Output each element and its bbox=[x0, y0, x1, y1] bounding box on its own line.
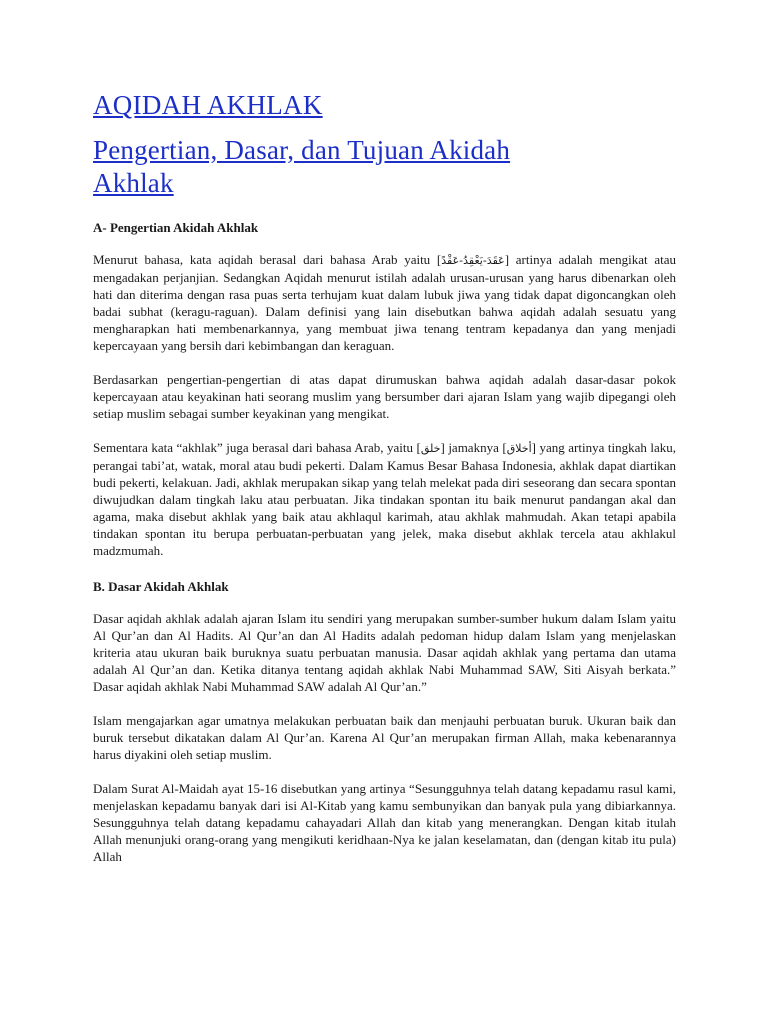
text-segment: Menurut bahasa, kata aqidah berasal dari bahasa Arab yaitu [ bbox=[93, 252, 442, 267]
document-page bbox=[93, 88, 676, 865]
section-b-paragraph-1: Dasar aqidah akhlak adalah ajaran Islam itu sendiri yang merupakan sumber-sumber hukum dalam Islam yaitu Al Qur’an dan Al Hadits. Al Qur’an dan Al Hadits adalah pedoman hidup dalam Islam yang menjelaskan kriteria atau ukuran baik buruknya suatu perbuatan manusia. Dasar aqidah akhlak yang pertama dan utama adalah Al Qur’an dan. Ketika ditanya tentang aqidah akhlak Nabi Muhammad SAW, Siti Aisyah berkata.” Dasar aqidah akhlak Nabi Muhammad SAW adalah Al Qur’an.” bbox=[93, 611, 676, 694]
arabic-term: عَقَدَ-يَعْقِدُ-عَقْدً bbox=[441, 254, 505, 267]
document-subtitle: Pengertian, Dasar, dan Tujuan Akidah Akhlak bbox=[93, 135, 511, 198]
text-segment: ] yang artinya tingkah laku, perangai tabi’at, watak, moral atau budi pekerti. Dalam Kamus Besar Bahasa Indonesia, akhlak dapat diartikan budi pekerti, kelakuan. Jadi, akhlak merupakan sikap yang telah melekat pada diri seseorang dan secara spontan diwujudkan dalam tingkah laku atau perbuatan. Jika tindakan spontan itu baik menurut pandangan akal dan agama, maka disebut akhlak yang baik atau akhlaqul karimah, atau akhlak mahmudah. Akan tetapi apabila tindakan spontan itu berupa perbuatan-perbuatan yang jelek, maka disebut akhlak tercela atau akhlakul madzmumah. bbox=[93, 440, 676, 558]
section-a-paragraph-3 bbox=[93, 439, 676, 559]
section-b-paragraph-2: Islam mengajarkan agar umatnya melakukan perbuatan baik dan menjauhi perbuatan buruk. Ukuran baik dan buruk tersebut dikatakan dalam Al Qur’an. Karena Al Qur’an merupakan firman Allah, maka kebenarannya harus diyakini oleh setiap muslim. bbox=[93, 713, 676, 762]
arabic-term: أخلاق bbox=[506, 442, 532, 455]
document-title: AQIDAH AKHLAK bbox=[93, 90, 323, 120]
section-a-paragraph-1 bbox=[93, 251, 676, 354]
text-segment: ] artinya adalah mengikat atau mengadakan perjanjian. Sedangkan Aqidah menurut istilah adalah urusan-urusan yang harus dibenarkan oleh hati dan diterima dengan rasa puas serta terhujam kuat dalam lubuk jiwa yang tidak dapat digoncangkan oleh badai subhat (keragu-raguan). Dalam definisi yang lain disebutkan bahwa aqidah adalah sesuatu yang mengharapkan hati membenarkannya, yang membuat jiwa tenang tentram kepadanya dan yang menjadi kepercayaan yang bersih dari kebimbangan dan keraguan. bbox=[93, 252, 676, 353]
section-b-heading: B. Dasar Akidah Akhlak bbox=[93, 579, 229, 594]
section-a-heading: A- Pengertian Akidah Akhlak bbox=[93, 220, 259, 235]
arabic-term: خلق bbox=[420, 442, 441, 455]
section-a-paragraph-2: Berdasarkan pengertian-pengertian di atas dapat dirumuskan bahwa aqidah adalah dasar-dasar pokok kepercayaan atau keyakinan hati seorang muslim yang bersumber dari ajaran Islam yang wajib dipegangi oleh setiap muslim sebagai sumber keyakinan yang mengikat. bbox=[93, 372, 676, 421]
text-segment: ] jamaknya [ bbox=[440, 440, 507, 455]
text-segment: Sementara kata “akhlak” juga berasal dari bahasa Arab, yaitu [ bbox=[93, 440, 421, 455]
section-b-paragraph-3: Dalam Surat Al-Maidah ayat 15-16 disebutkan yang artinya “Sesungguhnya telah datang kepadamu rasul kami, menjelaskan kepadamu banyak dari isi Al-Kitab yang kamu sembunyikan dan banyak pula yang dibiarkannya. Sesungguhnya telah datang kepadamu cahayadari Allah dan kitab yang menerangkan. Dengan kitab itulah Allah menunjuki orang-orang yang mengikuti keridhaan-Nya ke jalan keselamatan, dan (dengan kitab itu pula) Allah bbox=[93, 781, 676, 864]
